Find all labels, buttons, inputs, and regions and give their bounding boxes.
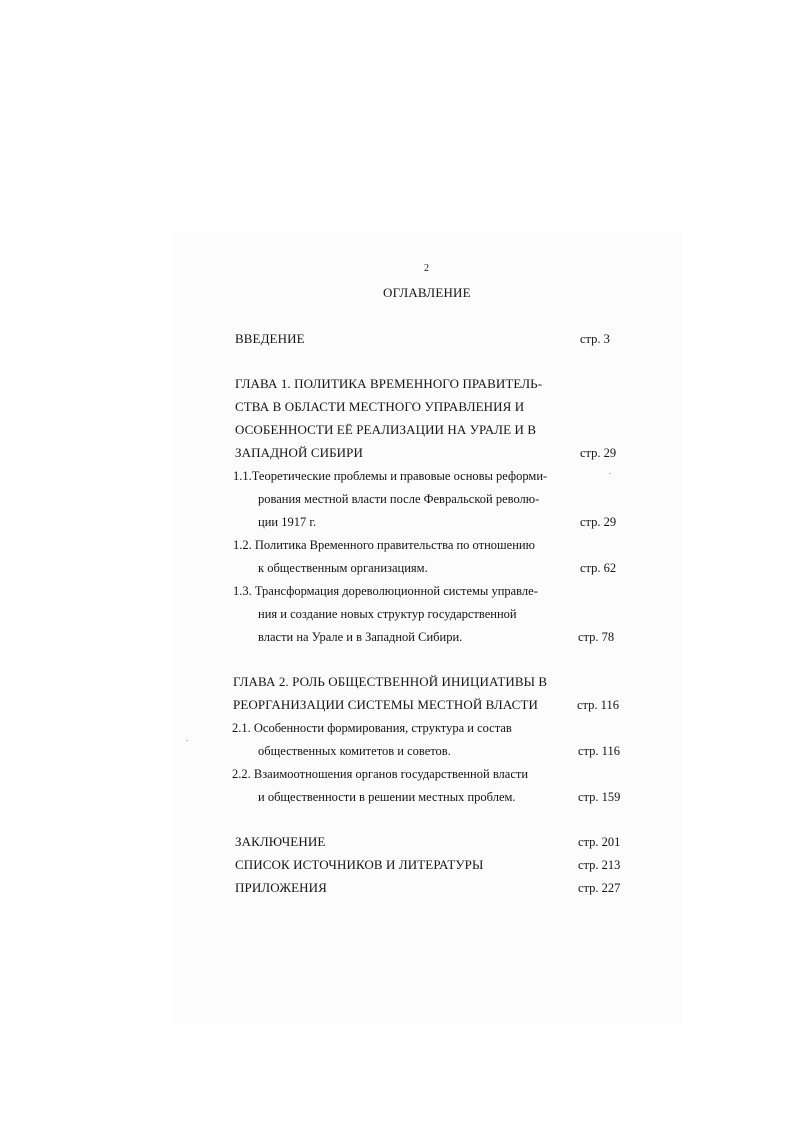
toc-entry-conclusion: ЗАКЛЮЧЕНИЕ bbox=[235, 834, 326, 849]
section-1-3-line: 1.3. Трансформация дореволюционной системы управле- bbox=[233, 584, 538, 598]
toc-page-section-2-1: стр. 116 bbox=[578, 744, 620, 758]
toc-entry-sources: СПИСОК ИСТОЧНИКОВ И ЛИТЕРАТУРЫ bbox=[235, 857, 484, 872]
toc-page-sources: стр. 213 bbox=[578, 858, 621, 872]
toc-page-chapter-2: стр. 116 bbox=[577, 698, 619, 712]
toc-page-conclusion: стр. 201 bbox=[578, 835, 621, 849]
section-2-1-line: 2.1. Особенности формирования, структура и состав bbox=[232, 721, 512, 735]
toc-page-intro: стр. 3 bbox=[580, 332, 610, 346]
chapter-1-title-line: ЗАПАДНОЙ СИБИРИ bbox=[235, 445, 363, 460]
document-sheet bbox=[172, 232, 682, 1024]
chapter-1-title-line: ГЛАВА 1. ПОЛИТИКА ВРЕМЕННОГО ПРАВИТЕЛЬ- bbox=[235, 376, 543, 391]
chapter-1-title-line: ОСОБЕННОСТИ ЕЁ РЕАЛИЗАЦИИ НА УРАЛЕ И В bbox=[235, 422, 537, 437]
toc-page-chapter-1: стр. 29 bbox=[580, 446, 617, 460]
toc-page-section-1-2: стр. 62 bbox=[580, 561, 617, 575]
toc-entry-intro: ВВЕДЕНИЕ bbox=[235, 331, 305, 346]
section-1-2-line: к общественным организациям. bbox=[258, 561, 428, 575]
section-1-3-line: власти на Урале и в Западной Сибири. bbox=[258, 630, 463, 644]
section-1-3-line: ния и создание новых структур государственной bbox=[258, 607, 517, 621]
section-1-1-line: ции 1917 г. bbox=[258, 515, 317, 529]
chapter-1-title-line: СТВА В ОБЛАСТИ МЕСТНОГО УПРАВЛЕНИЯ И bbox=[235, 399, 525, 414]
section-1-2-line: 1.2. Политика Временного правительства по отношению bbox=[233, 538, 535, 552]
scan-speck bbox=[186, 740, 188, 741]
chapter-2-title-line: РЕОРГАНИЗАЦИИ СИСТЕМЫ МЕСТНОЙ ВЛАСТИ bbox=[233, 697, 538, 712]
section-1-1-line: рования местной власти после Февральской револю- bbox=[258, 492, 540, 506]
toc-title: ОГЛАВЛЕНИЕ bbox=[383, 285, 471, 300]
section-1-1-line: 1.1.Теоретические проблемы и правовые основы реформи- bbox=[233, 469, 548, 483]
scan-speck bbox=[609, 473, 611, 474]
toc-page-section-1-3: стр. 78 bbox=[578, 630, 615, 644]
section-2-2-line: и общественности в решении местных проблем. bbox=[258, 790, 516, 804]
section-2-2-line: 2.2. Взаимоотношения органов государственной власти bbox=[232, 767, 529, 781]
toc-entry-appendices: ПРИЛОЖЕНИЯ bbox=[235, 880, 327, 895]
page-number: 2 bbox=[424, 263, 429, 274]
toc-page-appendices: стр. 227 bbox=[578, 881, 621, 895]
toc-page-section-2-2: стр. 159 bbox=[578, 790, 621, 804]
section-2-1-line: общественных комитетов и советов. bbox=[258, 744, 451, 758]
chapter-2-title-line: ГЛАВА 2. РОЛЬ ОБЩЕСТВЕННОЙ ИНИЦИАТИВЫ В bbox=[233, 674, 548, 689]
toc-page-section-1-1: стр. 29 bbox=[580, 515, 617, 529]
